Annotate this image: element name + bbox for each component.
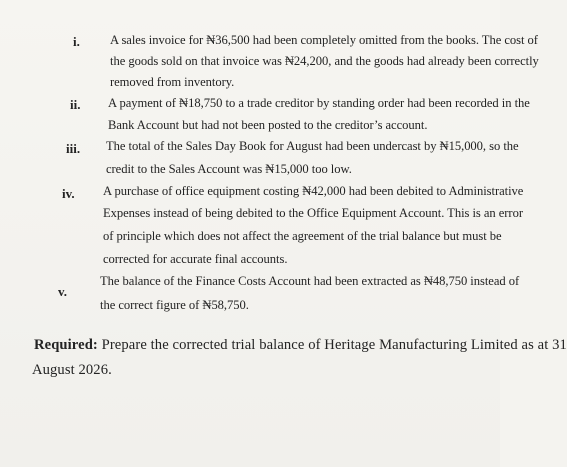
item-text-line: Bank Account but had not been posted to the creditor’s account. xyxy=(108,118,428,132)
item-text-line: corrected for accurate final accounts. xyxy=(103,252,288,266)
item-text-line: The total of the Sales Day Book for August had been undercast by ₦15,000, so the xyxy=(106,139,519,153)
item-number: v. xyxy=(58,284,68,299)
item-text-line: A purchase of office equipment costing ₦42,000 had been debited to Administrative xyxy=(103,184,524,198)
item-text-line: The balance of the Finance Costs Account had been extracted as ₦48,750 instead of xyxy=(100,274,520,288)
required-label: Required: xyxy=(34,337,98,353)
item-text-line: the goods sold on that invoice was ₦24,200, and the goods had already been correctly xyxy=(110,54,539,68)
item-number: i. xyxy=(73,34,80,49)
required-line xyxy=(34,337,567,354)
item-text-line: Expenses instead of being debited to the Office Equipment Account. This is an error xyxy=(103,206,523,220)
item-text-line: the correct figure of ₦58,750. xyxy=(100,298,249,312)
item-text-line: of principle which does not affect the agreement of the trial balance but must be xyxy=(103,229,502,243)
item-number: iv. xyxy=(62,186,75,201)
item-number: ii. xyxy=(70,97,81,112)
item-text-line: A payment of ₦18,750 to a trade creditor by standing order had been recorded in the xyxy=(108,96,530,110)
item-text-line: credit to the Sales Account was ₦15,000 too low. xyxy=(106,162,352,176)
item-text-line: A sales invoice for ₦36,500 had been completely omitted from the books. The cost of xyxy=(110,33,538,47)
item-number: iii. xyxy=(66,141,81,156)
required-line-2: August 2026. xyxy=(32,362,112,378)
item-text-line: removed from inventory. xyxy=(110,75,235,89)
required-text: Prepare the corrected trial balance of Heritage Manufacturing Limited as at 31 xyxy=(101,337,567,353)
